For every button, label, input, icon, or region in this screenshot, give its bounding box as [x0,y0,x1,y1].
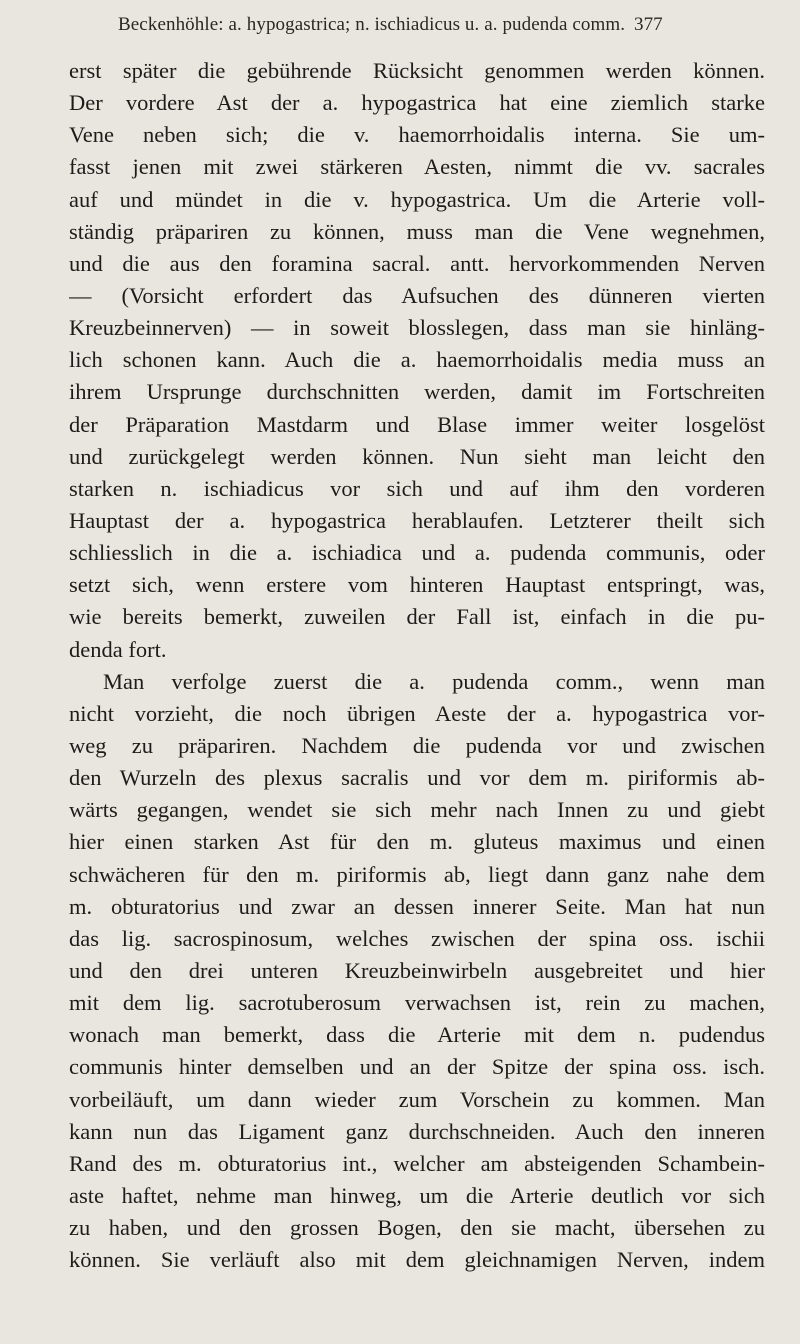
text-line: setzt sich, wenn erstere vom hinteren Hauptast entspringt, was, [69,572,765,598]
text-line: — (Vorsicht erfordert das Aufsuchen des dünneren vierten [69,282,765,308]
text-line: können. Sie verläuft also mit dem gleichnamigen Nerven, indem [69,1247,765,1273]
text-line: Vene neben sich; die v. haemorrhoidalis interna. Sie um- [69,122,765,148]
text-line: Kreuzbeinnerven) — in soweit blosslegen, dass man sie hinläng- [69,315,765,341]
text-line: wärts gegangen, wendet sie sich mehr nach Innen zu und giebt [69,797,765,823]
text-line: denda fort. [69,636,167,662]
text-line: Rand des m. obturatorius int., welcher am absteigenden Schambein- [69,1150,765,1176]
text-line: und die aus den foramina sacral. antt. hervorkommenden Nerven [69,250,765,276]
text-line: wie bereits bemerkt, zuweilen der Fall ist, einfach in die pu- [69,604,765,630]
text-line: und den drei unteren Kreuzbeinwirbeln ausgebreitet und hier [69,957,765,983]
text-line: den Wurzeln des plexus sacralis und vor dem m. piriformis ab- [69,765,765,791]
running-head [118,13,768,37]
running-title: Beckenhöhle: a. hypogastrica; n. ischiadicus u. a. pudenda comm. [118,14,626,35]
text-line: das lig. sacrospinosum, welches zwischen der spina oss. ischii [69,925,765,951]
text-line: zu haben, und den grossen Bogen, den sie macht, übersehen zu [69,1215,765,1241]
text-line: erst später die gebührende Rücksicht genommen werden können. [69,58,765,83]
text-line: fasst jenen mit zwei stärkeren Aesten, nimmt die vv. sacrales [69,154,765,180]
body-text [69,55,765,1276]
text-line: kann nun das Ligament ganz durchschneiden. Auch den inneren [69,1118,765,1144]
text-line: der Präparation Mastdarm und Blase immer weiter losgelöst [69,411,765,437]
text-line: ständig präpariren zu können, muss man die Vene wegnehmen, [69,218,765,244]
text-line: communis hinter demselben und an der Spitze der spina oss. isch. [69,1054,765,1080]
text-line: Hauptast der a. hypogastrica herablaufen. Letzterer theilt sich [69,507,765,533]
text-line: lich schonen kann. Auch die a. haemorrhoidalis media muss an [69,347,765,373]
page-number: 377 [633,14,663,35]
text-line: Man verfolge zuerst die a. pudenda comm., wenn man [103,668,765,694]
text-line: hier einen starken Ast für den m. gluteus maximus und einen [69,829,765,855]
text-line: aste haftet, nehme man hinweg, um die Arterie deutlich vor sich [69,1182,765,1208]
text-line: mit dem lig. sacrotuberosum verwachsen ist, rein zu machen, [69,990,765,1016]
text-line: auf und mündet in die v. hypogastrica. Um die Arterie voll- [69,186,765,212]
text-line: schliesslich in die a. ischiadica und a. pudenda communis, oder [69,540,765,566]
text-line: wonach man bemerkt, dass die Arterie mit dem n. pudendus [69,1022,765,1048]
text-line: ihrem Ursprunge durchschnitten werden, damit im Fortschreiten [69,379,765,405]
text-line: vorbeiläuft, um dann wieder zum Vorschein zu kommen. Man [69,1086,765,1112]
text-line: schwächeren für den m. piriformis ab, liegt dann ganz nahe dem [69,861,765,887]
text-line: starken n. ischiadicus vor sich und auf ihm den vorderen [69,475,765,501]
text-line: m. obturatorius und zwar an dessen innerer Seite. Man hat nun [69,893,765,919]
text-line: nicht vorzieht, die noch übrigen Aeste der a. hypogastrica vor- [69,700,765,726]
text-line: und zurückgelegt werden können. Nun sieht man leicht den [69,443,765,469]
text-line: weg zu präpariren. Nachdem die pudenda vor und zwischen [69,732,765,758]
text-line: Der vordere Ast der a. hypogastrica hat eine ziemlich starke [69,90,765,116]
